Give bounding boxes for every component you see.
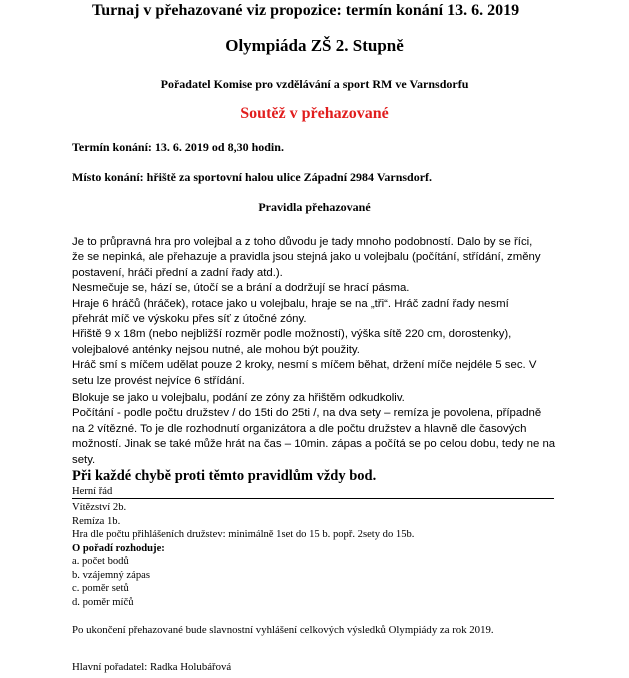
list-item: c. poměr setů: [72, 583, 129, 594]
list-item: Remíza 1b.: [72, 515, 121, 527]
list-item-heading: O pořadí rozhoduje:: [72, 542, 165, 554]
rules-line: volejbalové anténky nejsou nutné, ale mohou být použity.: [72, 343, 360, 356]
rules-line: možností. Jinak se také může hrát na čas – 10min. zápas a počítá se po celou dobu, tedy ne na: [72, 438, 556, 451]
rules-line: Hraje 6 hráčů (hráček), rotace jako u volejbalu, hraje se na „tři“. Hráč zadní řady nesmí: [72, 297, 509, 310]
rules-line: postavení, hráči přední a zadní řady atd.).: [72, 266, 283, 279]
top-line-heading: Turnaj v přehazované viz propozice: termín konání 13. 6. 2019: [92, 2, 520, 19]
list-item: Hra dle počtu přihlášeních družstev: minimálně 1set do 15 b. popř. 2sety do 15b.: [72, 529, 415, 540]
competition-title: Soutěž v přehazované: [240, 105, 389, 122]
list-item: Vítězství 2b.: [72, 502, 127, 513]
closing-note: Po ukončení přehazované bude slavnostní vyhlášení celkových výsledků Olympiády za rok 2019.: [72, 624, 494, 636]
rules-line: že se nepinká, ale přehazuje a pravidla jsou stejná jako u volejbalu (počítání, střídání, změny: [72, 251, 541, 264]
rules-line: Nesmečuje se, hází se, útočí se a brání a dodržují se hrací pásma.: [72, 282, 410, 295]
emphasis-rule: Při každé chybě proti těmto pravidlům vždy bod.: [72, 468, 377, 484]
page-title: Olympiáda ZŠ 2. Stupně: [225, 36, 404, 55]
event-place: Místo konání: hřiště za sportovní halou ulice Západní 2984 Varnsdorf.: [72, 170, 433, 184]
rules-paragraph-1: [72, 235, 552, 389]
rules-line: Hřiště 9 x 18m (nebo nejbližší rozměr podle možností), výška sítě 220 cm, dorostenky),: [72, 328, 512, 341]
divider: [72, 498, 554, 499]
list-item: b. vzájemný zápas: [72, 569, 150, 581]
list-item: a. počet bodů: [72, 556, 129, 567]
rules-line: přehrát míč ve výskoku přes síť z útočné zóny.: [72, 313, 307, 326]
main-organizer: Hlavní pořadatel: Radka Holubářová: [72, 661, 232, 673]
rules-line: Hráč smí s míčem udělat pouze 2 kroky, nesmí s míčem běhat, držení míče nejdéle 5 sec. V: [72, 359, 537, 372]
game-rules-label: Herní řád: [72, 486, 113, 497]
organizer-line: Pořadatel Komise pro vzdělávání a sport RM ve Varnsdorfu: [160, 77, 469, 91]
game-rules-list: [72, 501, 414, 609]
rules-paragraph-2: [72, 391, 556, 468]
rules-line: na 2 vítězné. To je dle rozhodnutí organizátora a dle počtu družstev a hlavně dle časových: [72, 422, 527, 435]
rules-line: Počítání - podle počtu družstev / do 15ti do 25ti /, na dva sety – remíza je povolena, případně: [72, 407, 542, 420]
rules-line: Blokuje se jako u volejbalu, podání ze zóny za hřištěm odkudkoliv.: [72, 392, 405, 404]
rules-line: sety.: [72, 453, 96, 466]
event-date: Termín konání: 13. 6. 2019 od 8,30 hodin.: [72, 140, 284, 154]
rules-line: Je to průpravná hra pro volejbal a z toho důvodu je tady mnoho podobností. Dalo by se říci,: [72, 236, 533, 248]
rules-line: setu lze provést nejvíce 6 střídání.: [72, 374, 245, 387]
rules-heading: Pravidla přehazované: [258, 200, 371, 214]
list-item: d. poměr míčů: [72, 596, 134, 608]
